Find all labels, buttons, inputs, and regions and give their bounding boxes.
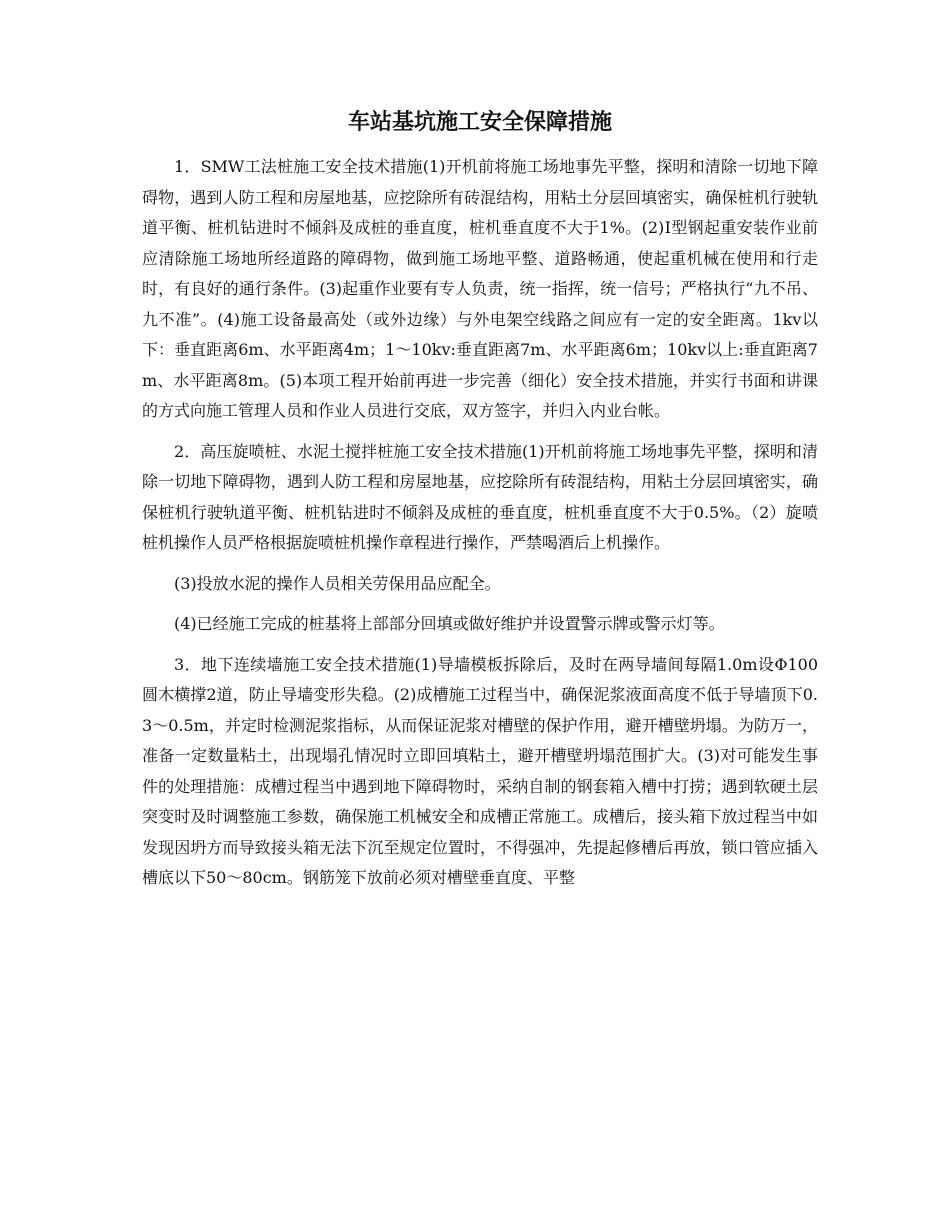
- paragraph-cement-protection: (3)投放水泥的操作人员相关劳保用品应配全。: [174, 573, 501, 593]
- paragraph-pile-backfill: (4)已经施工完成的桩基将上部部分回填或做好维护并设置警示牌或警示灯等。: [174, 614, 725, 633]
- document-page: [142, 106, 818, 904]
- document-title: 车站基坑施工安全保障措施: [347, 110, 612, 135]
- paragraph-smw-piles: 1．SMW工法桩施工安全技术措施(1)开机前将施工场地事先平整，探明和清除一切地下障碍物，遇到人防工程和房屋地基，应挖除所有砖混结构，用粘土分层回填密实，确保桩机行驶轨道平衡、桩机钻进时不倾斜及成桩的垂直度，桩机垂直度不大于1%。(2)Ⅰ型钢起重安装作业前应清除施工场地所经道路的障碍物，做到施工场地平整、道路畅通，使起重机械在使用和行走时，有良好的通行条件。(3)起重作业要有专人负责，统一指挥，统一信号；严格执行“九不吊、九不准”。(4)施工设备最高处（或外边缘）与外电架空线路之间应有一定的安全距离。1kv以下：垂直距离6m、水平距离4m；1～10kv:垂直距离7m、水平距离6m；10kv以上:垂直距离7m、水平距离8m。(5)本项工程开始前再进一步完善（细化）安全技术措施，并实行书面和讲课的方式向施工管理人员和作业人员进行交底，双方签字，并归入内业台帐。: [142, 157, 818, 420]
- paragraph-diaphragm-wall: 3．地下连续墙施工安全技术措施(1)导墙模板拆除后，及时在两导墙间每隔1.0m设Φ100圆木横撑2道，防止导墙变形失稳。(2)成槽施工过程当中，确保泥浆液面高度不低于导墙顶下0.3～0.5m，并定时检测泥浆指标，从而保证泥浆对槽壁的保护作用，避开槽壁坍塌。为防万一，准备一定数量粘土，出现塌孔情况时立即回填粘土，避开槽壁坍塌范围扩大。(3)对可能发生事件的处理措施：成槽过程当中遇到地下障碍物时，采纳自制的钢套箱入槽中打捞；遇到软硬土层突变时及时调整施工参数，确保施工机械安全和成槽正常施工。成槽后，接头箱下放过程当中如发现因坍方而导致接头箱无法下沉至规定位置时，不得强冲，先提起修槽后再放，锁口管应插入槽底以下50～80cm。钢筋笼下放前必须对槽壁垂直度、平整: [142, 654, 818, 887]
- paragraph-jet-grouting: 2．高压旋喷桩、水泥土搅拌桩施工安全技术措施(1)开机前将施工场地事先平整，探明和清除一切地下障碍物，遇到人防工程和房屋地基，应挖除所有砖混结构，用粘土分层回填密实，确保桩机行驶轨道平衡、桩机钻进时不倾斜及成桩的垂直度，桩机垂直度不大于0.5%。（2）旋喷桩机操作人员严格根据旋喷桩机操作章程进行操作，严禁喝酒后上机操作。: [142, 441, 818, 552]
